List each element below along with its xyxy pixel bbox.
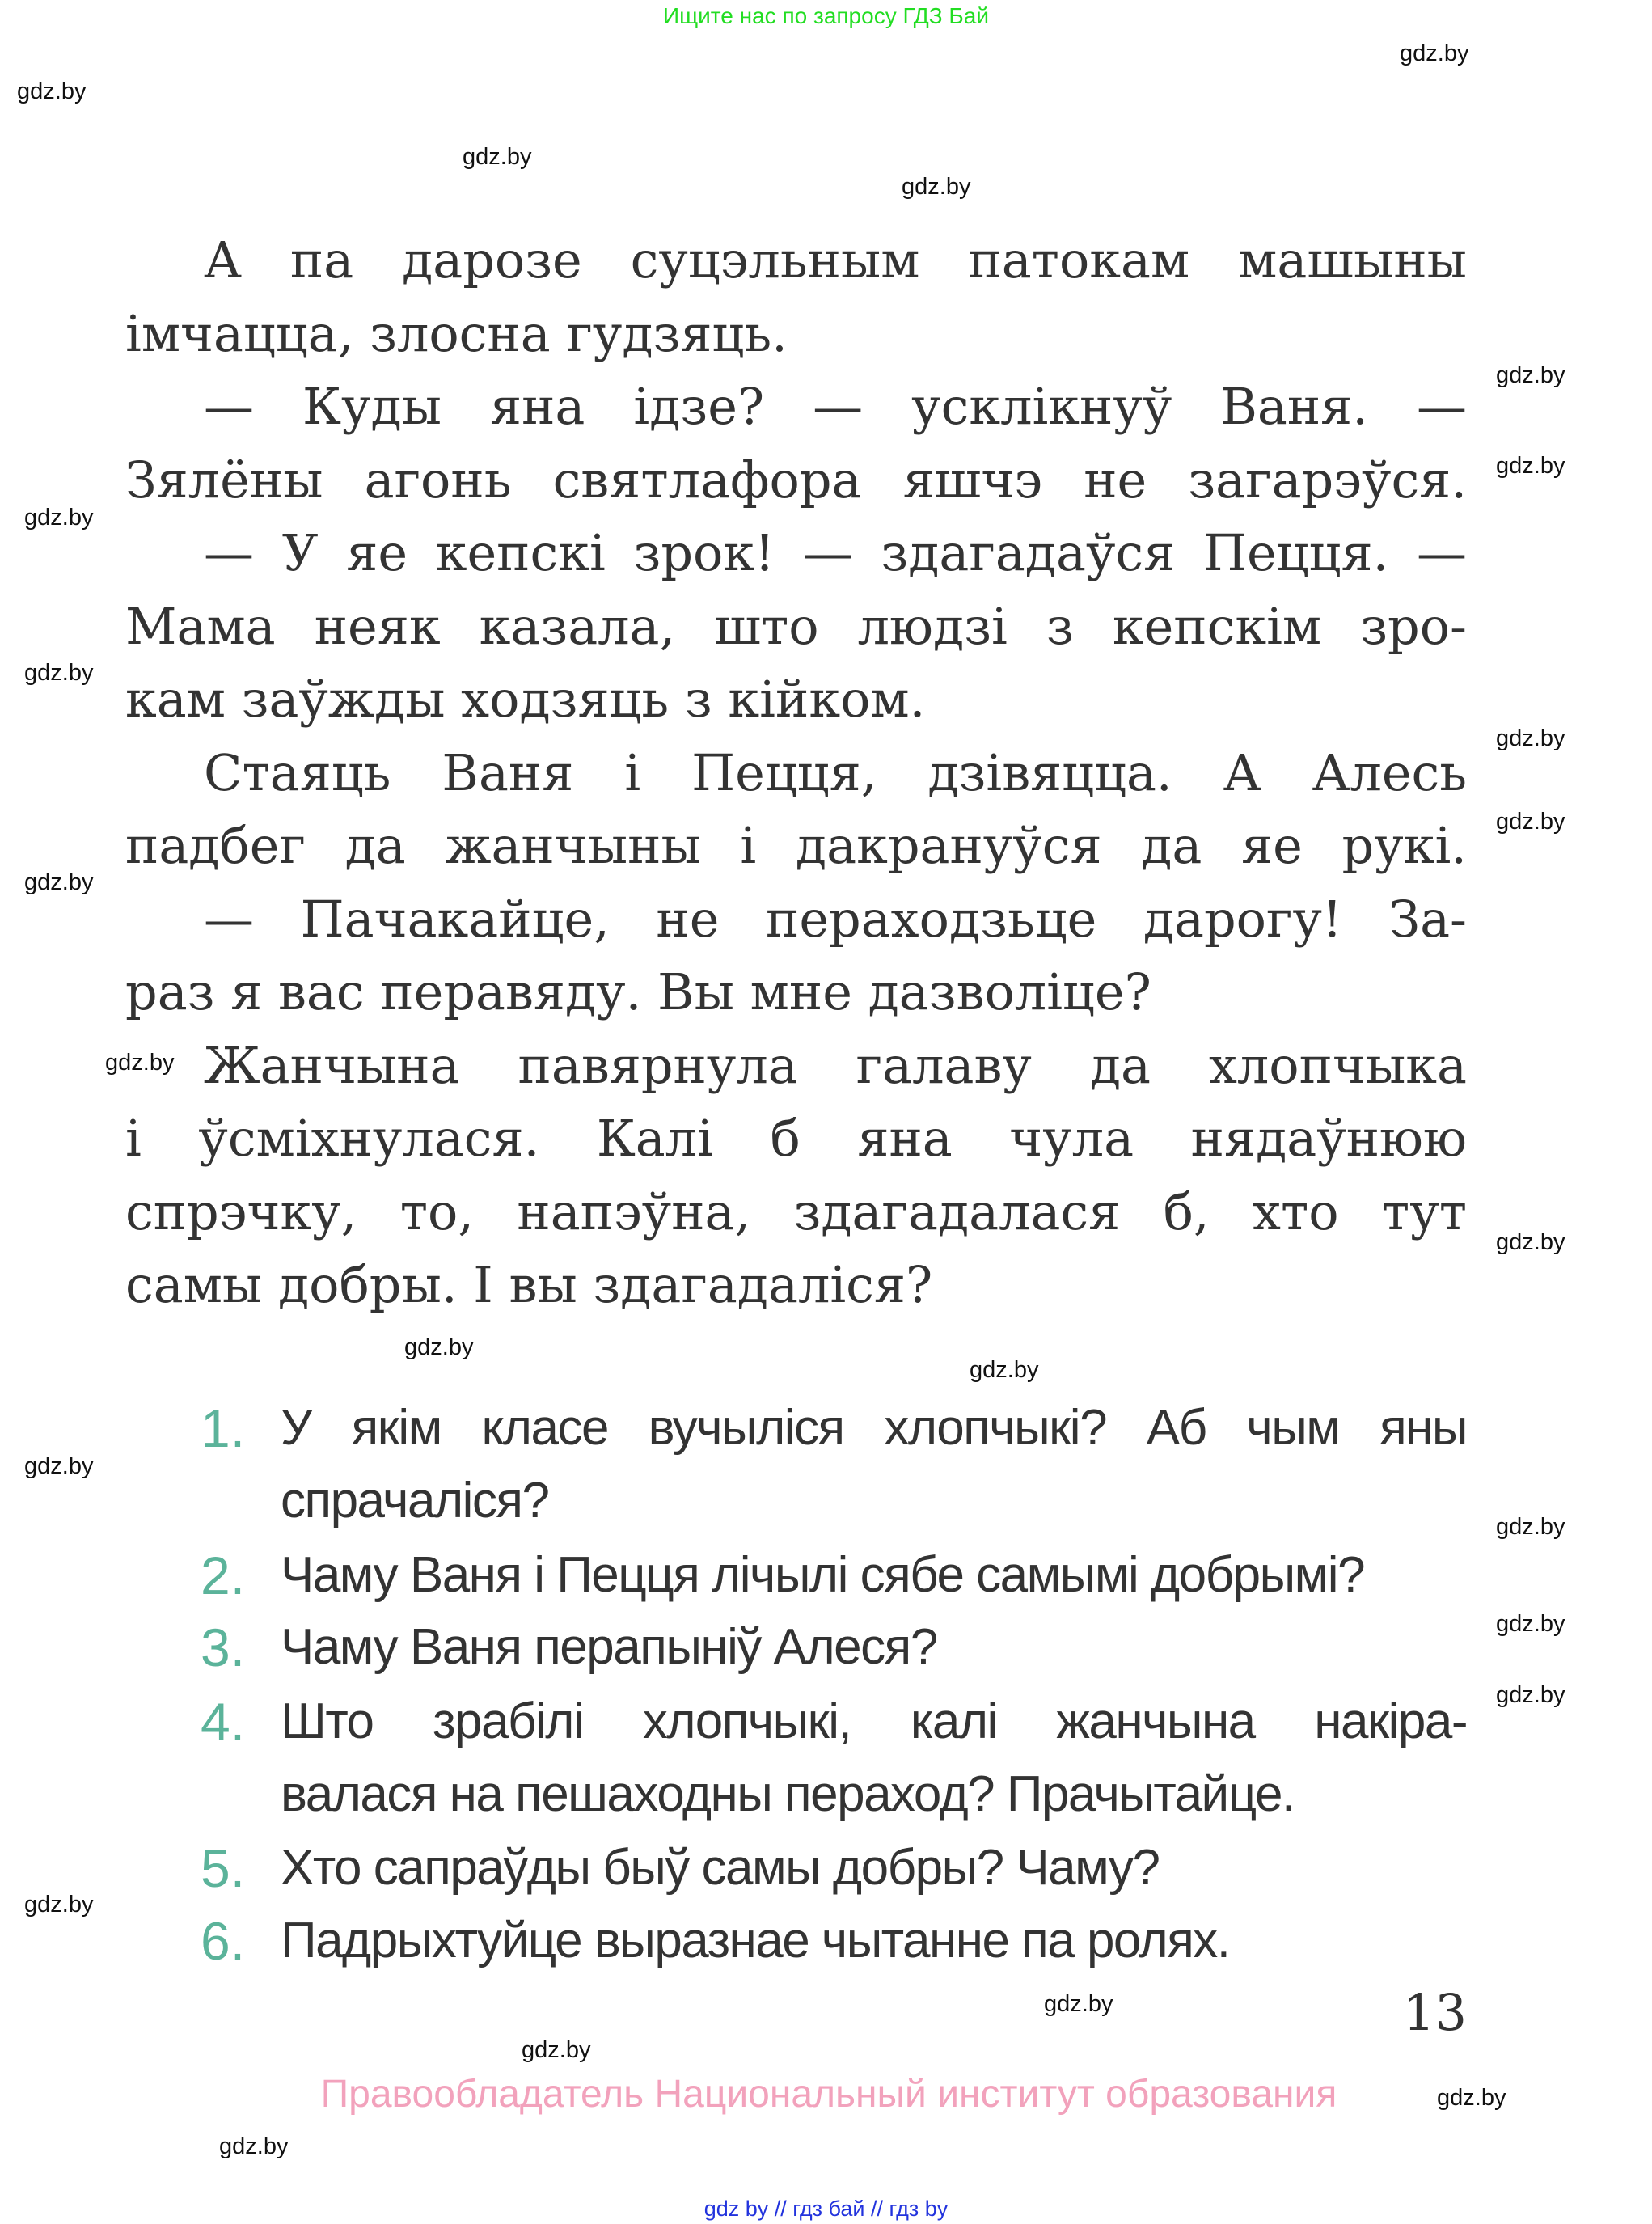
- text-line: падбег да жанчыны і дакрануўся да яе рукі.: [125, 816, 1467, 875]
- text-line: Мама неяк казала, што людзі з кепскім зро-: [125, 597, 1467, 656]
- question-text: У якім класе вучыліся хлопчыкі? Аб чым яны: [281, 1400, 1467, 1456]
- watermark: gdz.by: [1496, 1682, 1565, 1708]
- watermark: gdz.by: [404, 1334, 474, 1360]
- watermark: gdz.by: [1496, 809, 1565, 835]
- question-number: 6.: [201, 1911, 246, 1971]
- question-number: 5.: [201, 1838, 246, 1898]
- text-line: Стаяць Ваня і Пецця, дзівяцца. А Алесь: [204, 743, 1467, 802]
- question-text: Чаму Ваня перапыніў Алеся?: [281, 1619, 937, 1675]
- watermark: gdz.by: [1496, 453, 1565, 479]
- text-line: раз я вас перавяду. Вы мне дазволіце?: [125, 962, 1151, 1021]
- watermark: gdz.by: [17, 78, 87, 104]
- question-text: Што зрабілі хлопчыкі, калі жанчына накіра-: [281, 1693, 1467, 1749]
- watermark: gdz.by: [970, 1357, 1039, 1383]
- search-banner: Ищите нас по запросу ГДЗ Бай: [662, 3, 990, 28]
- watermark: gdz.by: [219, 2133, 289, 2159]
- page-number: 13: [1403, 1983, 1467, 2042]
- question-number: 4.: [201, 1692, 246, 1752]
- text-line: кам заўжды ходзяць з кійком.: [125, 670, 926, 729]
- text-line: — У яе кепскі зрок! — здагадаўся Пецця. —: [204, 523, 1467, 582]
- watermark: gdz.by: [105, 1050, 175, 1076]
- watermark: gdz.by: [24, 869, 94, 895]
- watermark: gdz.by: [1044, 1991, 1113, 2017]
- watermark: gdz.by: [1496, 1514, 1565, 1540]
- question-text: валася на пешаходны пераход? Прачытайце.: [281, 1766, 1295, 1822]
- question-number: 1.: [201, 1398, 246, 1458]
- text-line: імчацца, злосна гудзяць.: [125, 304, 788, 363]
- text-line: Зялёны агонь святлафора яшчэ не загарэўся.: [125, 450, 1467, 509]
- watermark: gdz.by: [24, 1453, 94, 1479]
- watermark: gdz.by: [902, 174, 971, 200]
- watermark: gdz.by: [522, 2037, 591, 2063]
- question-text: спрачаліся?: [281, 1473, 549, 1528]
- question-text: Чаму Ваня і Пецця лічылі сябе самымі добрымі?: [281, 1547, 1365, 1603]
- watermark: gdz.by: [1496, 1611, 1565, 1637]
- watermark: gdz.by: [24, 1892, 94, 1917]
- watermark: gdz.by: [1496, 725, 1565, 751]
- footer-links[interactable]: gdz by // гдз бай // гдз by: [703, 2197, 949, 2221]
- watermark: gdz.by: [1496, 362, 1565, 388]
- text-line: — Куды яна ідзе? — усклікнуў Ваня. —: [204, 377, 1467, 436]
- watermark: gdz.by: [463, 144, 532, 170]
- copyright-notice: Правообладатель Национальный институт образования: [320, 2073, 1337, 2116]
- text-line: А па дарозе суцэльным патокам машыны: [204, 230, 1467, 290]
- watermark: gdz.by: [1400, 40, 1469, 66]
- text-line: — Пачакайце, не пераходзьце дарогу! За-: [204, 890, 1467, 949]
- text-line: і ўсміхнулася. Калі б яна чула нядаўнюю: [125, 1109, 1467, 1168]
- text-line: самы добры. І вы здагадаліся?: [125, 1255, 933, 1314]
- watermark: gdz.by: [24, 660, 94, 686]
- text-line: Жанчына павярнула галаву да хлопчыка: [204, 1036, 1467, 1095]
- question-text: Падрыхтуйце выразнае чытанне па ролях.: [281, 1913, 1230, 1968]
- question-number: 2.: [201, 1545, 246, 1605]
- watermark: gdz.by: [1496, 1229, 1565, 1255]
- question-text: Хто сапраўды быў самы добры? Чаму?: [281, 1840, 1160, 1896]
- watermark: gdz.by: [1437, 2085, 1506, 2111]
- watermark: gdz.by: [24, 505, 94, 531]
- text-line: спрэчку, то, напэўна, здагадалася б, хто тут: [125, 1182, 1467, 1241]
- question-number: 3.: [201, 1617, 246, 1677]
